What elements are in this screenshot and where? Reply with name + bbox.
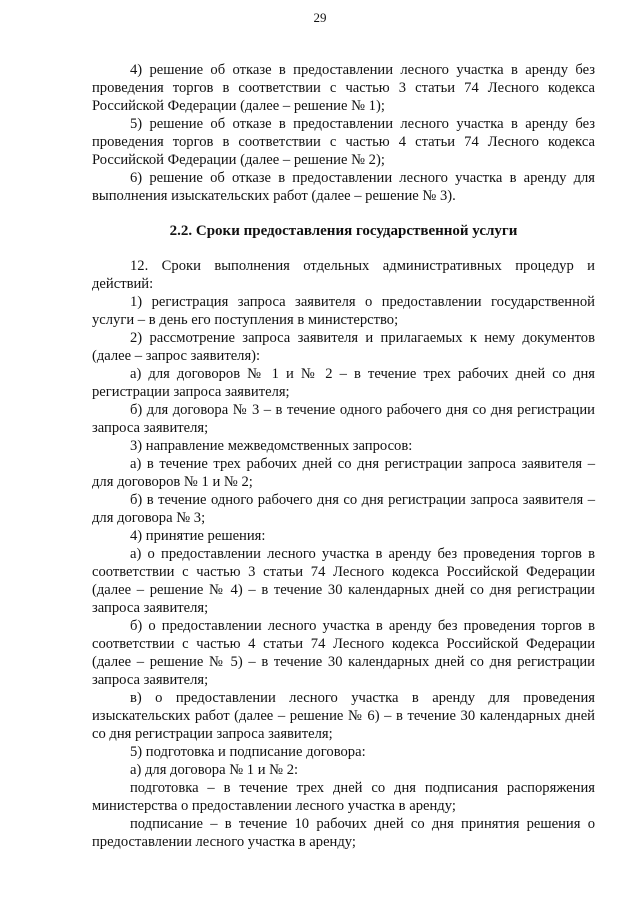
list-item-decision-1: 4) решение об отказе в предоставлении лесного участка в аренду без проведения торгов в соответствии с частью 3 статьи 74 Лесного кодекса Российской Федерации (далее – решение № 1); (92, 62, 595, 114)
paragraph: 5) подготовка и подписание договора: (130, 744, 366, 760)
paragraph: 2) рассмотрение запроса заявителя и прилагаемых к нему документов (далее – запрос заявителя): (92, 330, 595, 364)
paragraph: в) о предоставлении лесного участка в аренду для проведения изыскательских работ (далее – решение № 6) – в течение 30 календарных дней со дня регистрации запроса заявителя; (92, 690, 595, 742)
paragraph: а) для договора № 1 и № 2: (130, 762, 299, 778)
paragraph: а) в течение трех рабочих дней со дня регистрации запроса заявителя – для договоров № 1 и № 2; (92, 456, 595, 490)
paragraph: подписание – в течение 10 рабочих дней со дня принятия решения о предоставлении лесного участка в аренду; (92, 816, 595, 850)
paragraph: подготовка – в течение трех дней со дня подписания распоряжения министерства о предоставлении лесного участка в аренду; (92, 780, 595, 814)
section-heading: 2.2. Сроки предоставления государственной услуги (169, 223, 518, 239)
page-number: 29 (313, 10, 327, 25)
paragraph: 4) принятие решения: (130, 528, 266, 544)
paragraph: б) для договора № 3 – в течение одного рабочего дня со дня регистрации запроса заявителя; (92, 402, 595, 436)
paragraph: б) о предоставлении лесного участка в аренду без проведения торгов в соответствии с частью 4 статьи 74 Лесного кодекса Российской Федерации (далее – решение № 5) – в течение 30 календарных дней со дня регистрации запроса заявителя; (92, 618, 595, 688)
list-item-decision-3: 6) решение об отказе в предоставлении лесного участка в аренду для выполнения изыскательских работ (далее – решение № 3). (92, 170, 595, 204)
list-item-decision-2: 5) решение об отказе в предоставлении лесного участка в аренду без проведения торгов в соответствии с частью 4 статьи 74 Лесного кодекса Российской Федерации (далее – решение № 2); (92, 116, 595, 168)
paragraph: а) для договоров № 1 и № 2 – в течение трех рабочих дней со дня регистрации запроса заявителя; (92, 366, 595, 400)
paragraph: а) о предоставлении лесного участка в аренду без проведения торгов в соответствии с частью 3 статьи 74 Лесного кодекса Российской Федерации (далее – решение № 4) – в течение 30 календарных дней со дня регистрации запроса заявителя; (92, 546, 595, 616)
document-body (92, 61, 595, 851)
paragraph: 12. Сроки выполнения отдельных административных процедур и действий: (92, 258, 595, 292)
paragraph: 1) регистрация запроса заявителя о предоставлении государственной услуги – в день его поступления в министерство; (92, 294, 595, 328)
paragraph: 3) направление межведомственных запросов: (130, 438, 413, 454)
paragraph: б) в течение одного рабочего дня со дня регистрации запроса заявителя – для договора № 3; (92, 492, 595, 526)
